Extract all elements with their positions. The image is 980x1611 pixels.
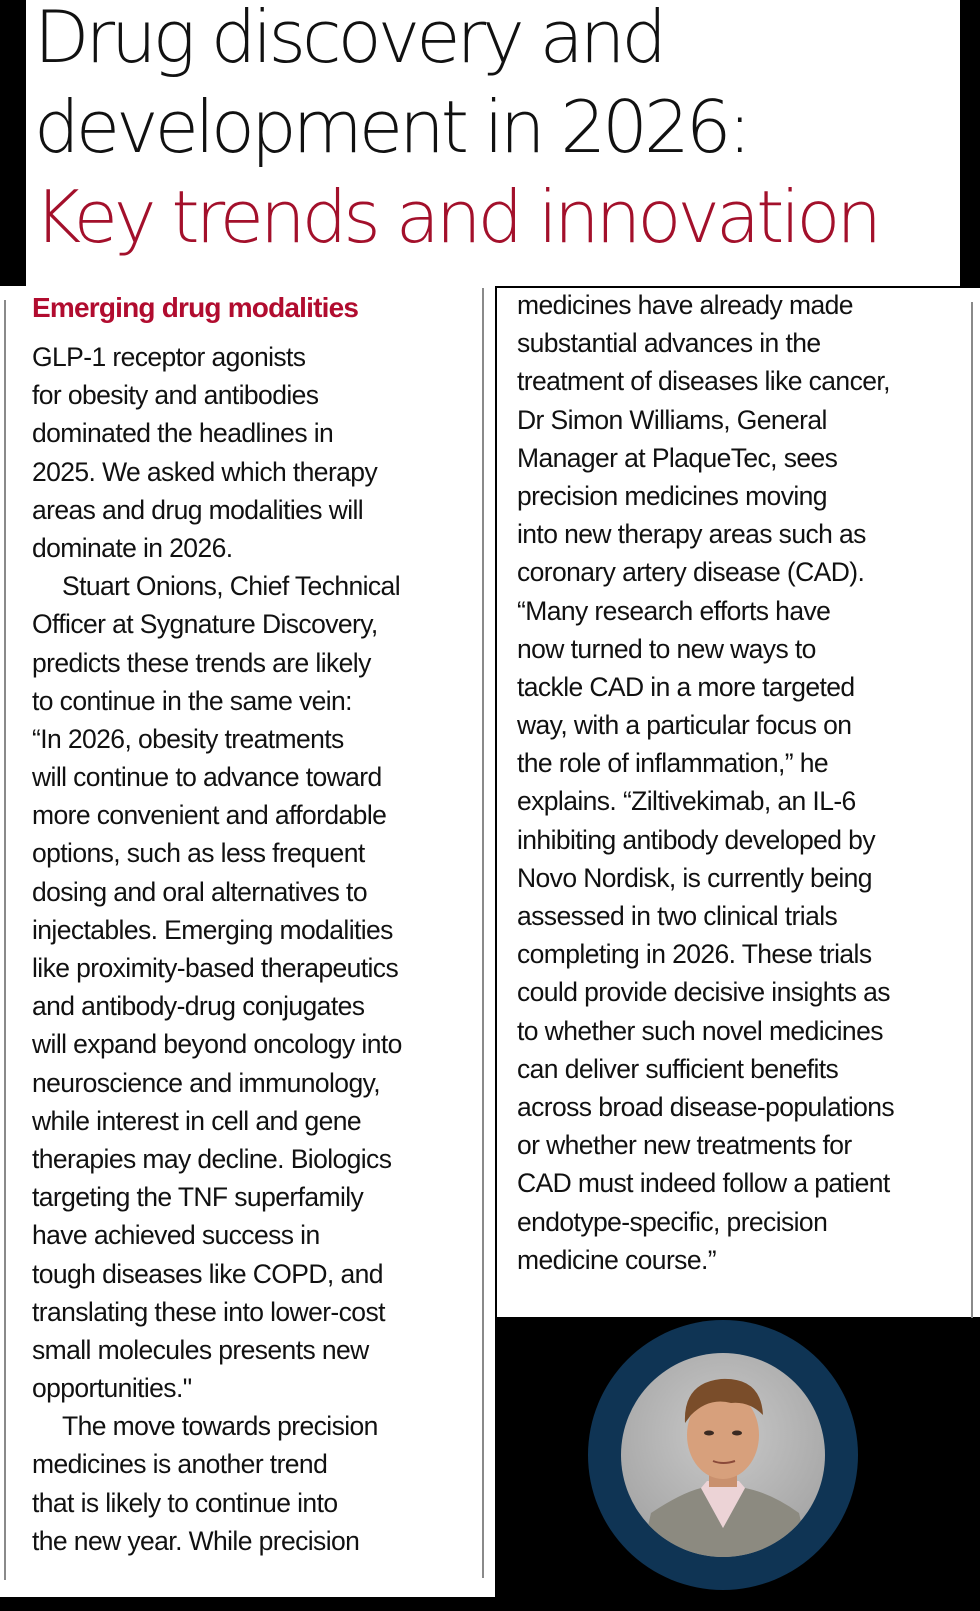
body-line: will expand beyond oncology into [32,1029,402,1060]
body-line: translating these into lower-cost [32,1296,385,1327]
section-heading: Emerging drug modalities [32,292,359,323]
body-line: for obesity and antibodies [32,380,319,411]
left-column [0,286,495,1597]
body-line: assessed in two clinical trials [517,901,838,931]
title-line-2: development in 2026: [34,85,748,169]
title-line-3-subtitle: Key trends and innovation [34,175,879,259]
body-line: dominate in 2026. [32,532,233,563]
body-line: tackle CAD in a more targeted [517,671,855,702]
body-line: injectables. Emerging modalities [32,914,393,945]
body-line: 2025. We asked which therapy [32,456,378,487]
body-line: can deliver sufficient benefits [517,1053,839,1084]
title-line-1: Drug discovery and [34,0,664,79]
body-line: could provide decisive insights as [517,977,890,1008]
body-line: predicts these trends are likely [32,647,371,678]
body-line: options, such as less frequent [32,838,365,869]
body-line: completing in 2026. These trials [517,939,872,970]
body-line: therapies may decline. Biologics [32,1143,392,1174]
body-line: precision medicines moving [517,480,827,511]
column-rule-divider [482,288,484,1578]
column-rule-right [971,302,973,1318]
body-line: GLP-1 receptor agonists [32,342,306,372]
body-line: “Many research efforts have [517,595,831,626]
body-line: Dr Simon Williams, General [517,404,827,435]
body-line: the role of inflammation,” he [517,748,829,779]
body-line: like proximity-based therapeutics [32,953,399,983]
headshot-photo [621,1353,825,1557]
body-line: opportunities." [32,1373,192,1404]
body-line: substantial advances in the [517,328,821,359]
right-column-body [517,286,894,1279]
body-line: neuroscience and immunology, [32,1067,381,1098]
body-line: inhibiting antibody developed by [517,824,875,855]
body-line: dosing and oral alternatives to [32,876,367,907]
body-line: will continue to advance toward [32,762,382,793]
body-line: into new therapy areas such as [517,519,866,550]
body-line: Stuart Onions, Chief Technical [62,571,400,602]
body-line: more convenient and affordable [32,800,387,831]
body-line: dominated the headlines in [32,418,334,449]
body-line: small molecules presents new [32,1334,369,1365]
body-line: across broad disease-populations [517,1091,895,1122]
body-line: explains. “Ziltivekimab, an IL-6 [517,786,856,817]
body-line: and antibody-drug conjugates [32,991,365,1022]
portrait-ring [588,1320,858,1590]
column-rule-left [4,300,6,1580]
body-line: while interest in cell and gene [32,1105,362,1136]
body-line: Novo Nordisk, is currently being [517,862,872,893]
body-line: now turned to new ways to [517,633,816,664]
body-line: CAD must indeed follow a patient [517,1168,890,1199]
body-line: medicine course.” [517,1244,716,1275]
body-line: medicines have already made [517,290,853,320]
body-line: way, with a particular focus on [517,710,852,741]
body-line: “In 2026, obesity treatments [32,723,344,754]
body-line: areas and drug modalities will [32,494,364,525]
body-line: that is likely to continue into [32,1487,338,1518]
body-line: medicines is another trend [32,1449,328,1480]
body-line: to whether such novel medicines [517,1015,883,1046]
body-line: The move towards precision [62,1411,378,1442]
right-column [495,286,980,1317]
body-line: coronary artery disease (CAD). [517,557,865,588]
body-line: to continue in the same vein: [32,685,352,716]
left-column-body [32,338,402,1560]
body-line: tough diseases like COPD, and [32,1258,383,1289]
title-banner [26,0,960,286]
person-silhouette-icon [621,1353,825,1557]
body-line: treatment of diseases like cancer, [517,366,890,397]
body-line: or whether new treatments for [517,1130,852,1161]
body-line: the new year. While precision [32,1525,360,1556]
body-line: Manager at PlaqueTec, sees [517,442,838,473]
body-line: endotype-specific, precision [517,1206,828,1237]
body-line: targeting the TNF superfamily [32,1182,364,1213]
body-line: Officer at Sygnature Discovery, [32,609,378,640]
body-line: have achieved success in [32,1220,320,1251]
